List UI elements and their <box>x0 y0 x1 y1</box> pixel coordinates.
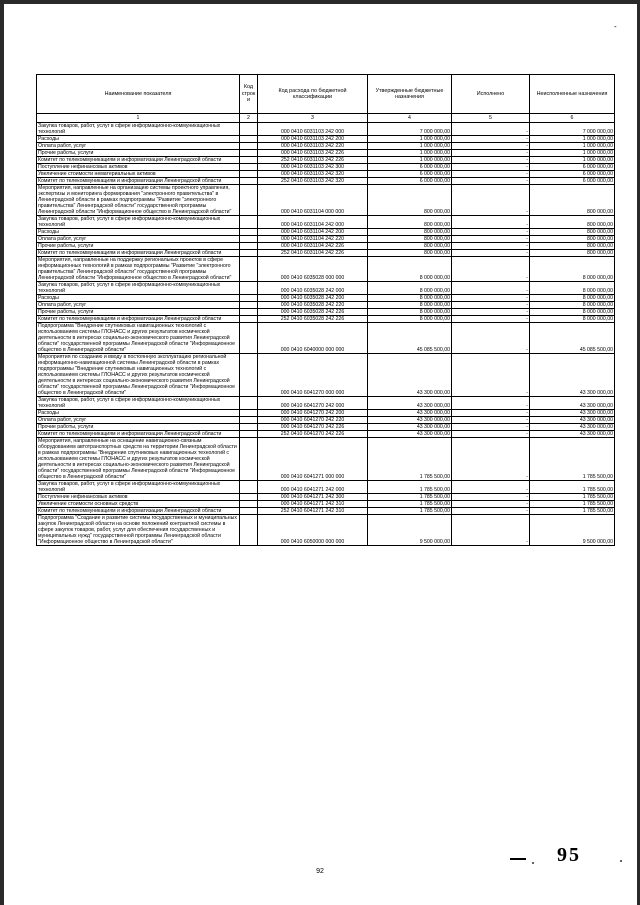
row-executed-amount: - <box>452 316 530 323</box>
row-budget-code: 252 0410 6041271 242 310 <box>258 508 368 515</box>
row-indicator-name: Закупка товаров, работ, услуг в сфере информационно-коммуникационных технологий <box>37 481 240 494</box>
row-executed-amount: - <box>452 309 530 316</box>
row-indicator-name: Комитет по телекоммуникациям и информатизации Ленинградской области <box>37 431 240 438</box>
row-indicator-name: Комитет по телекоммуникациям и информатизации Ленинградской области <box>37 157 240 164</box>
row-approved-amount: 800 000,00 <box>368 229 452 236</box>
row-approved-amount: 1 785 500,00 <box>368 481 452 494</box>
row-approved-amount: 800 000,00 <box>368 243 452 250</box>
row-line-code <box>240 236 258 243</box>
row-remaining-amount: 43 300 000,00 <box>530 424 615 431</box>
row-indicator-name: Комитет по телекоммуникациям и информатизации Ленинградской области <box>37 250 240 257</box>
row-budget-code: 000 0410 6041270 242 226 <box>258 424 368 431</box>
row-budget-code: 000 0410 6035028 242 220 <box>258 302 368 309</box>
row-remaining-amount: 1 785 500,00 <box>530 508 615 515</box>
table-row <box>37 164 615 171</box>
row-remaining-amount: 43 300 000,00 <box>530 354 615 397</box>
column-number-row <box>37 114 615 123</box>
row-indicator-name: Оплата работ, услуг <box>37 417 240 424</box>
table-row <box>37 397 615 410</box>
table-row <box>37 250 615 257</box>
row-line-code <box>240 302 258 309</box>
row-approved-amount: 800 000,00 <box>368 185 452 216</box>
table-row <box>37 508 615 515</box>
scan-speck <box>620 860 622 862</box>
row-indicator-name: Подпрограмма "Создание и развитие системы государственных и муниципальных закупок Ленинградской области на основе положений контрактной системы в сфере закупок товаров, работ, услуг для обеспечения государственных и муниципальных нужд" государственной программы Ленинградской области "Информационное общество в Ленинградской области" <box>37 515 240 546</box>
row-budget-code: 000 0410 6041270 242 000 <box>258 397 368 410</box>
row-budget-code: 000 0410 6031104 000 000 <box>258 185 368 216</box>
header-approved: Утвержденные бюджетные назначения <box>368 75 452 114</box>
row-indicator-name: Поступление нефинансовых активов <box>37 494 240 501</box>
row-executed-amount: - <box>452 171 530 178</box>
row-budget-code: 000 0410 6035028 000 000 <box>258 257 368 282</box>
row-remaining-amount: 1 785 500,00 <box>530 438 615 481</box>
row-indicator-name: Закупка товаров, работ, услуг в сфере информационно-коммуникационных технологий <box>37 216 240 229</box>
row-line-code <box>240 501 258 508</box>
row-budget-code: 252 0410 6031103 242 320 <box>258 178 368 185</box>
row-line-code <box>240 309 258 316</box>
row-executed-amount: - <box>452 508 530 515</box>
row-indicator-name: Оплата работ, услуг <box>37 302 240 309</box>
row-indicator-name: Комитет по телекоммуникациям и информатизации Ленинградской области <box>37 508 240 515</box>
table-row <box>37 282 615 295</box>
header-remaining: Неисполненные назначения <box>530 75 615 114</box>
row-approved-amount: 800 000,00 <box>368 250 452 257</box>
row-executed-amount: - <box>452 164 530 171</box>
row-line-code <box>240 136 258 143</box>
row-line-code <box>240 323 258 354</box>
row-remaining-amount: 43 300 000,00 <box>530 410 615 417</box>
table-row <box>37 136 615 143</box>
row-executed-amount: - <box>452 229 530 236</box>
table-row <box>37 410 615 417</box>
row-budget-code: 000 0410 6031103 242 300 <box>258 164 368 171</box>
table-row <box>37 243 615 250</box>
row-indicator-name: Подпрограмма "Внедрение спутниковых навигационных технологий с использованием системы ГЛОНАСС и других результатов космической деятельности в интересах социально-экономического развития Ленинградской области" государственной программы Ленинградской области "Информационное общество в Ленинградской области" <box>37 323 240 354</box>
row-executed-amount: - <box>452 185 530 216</box>
row-executed-amount: - <box>452 323 530 354</box>
row-budget-code: 000 0410 6041271 242 310 <box>258 501 368 508</box>
row-approved-amount: 1 785 500,00 <box>368 438 452 481</box>
row-remaining-amount: 1 785 500,00 <box>530 494 615 501</box>
row-budget-code: 000 0410 6031104 242 226 <box>258 243 368 250</box>
row-line-code <box>240 494 258 501</box>
row-indicator-name: Расходы <box>37 295 240 302</box>
table-row <box>37 150 615 157</box>
row-remaining-amount: 8 000 000,00 <box>530 302 615 309</box>
table-row <box>37 229 615 236</box>
row-indicator-name: Оплата работ, услуг <box>37 143 240 150</box>
row-line-code <box>240 515 258 546</box>
row-remaining-amount: 43 300 000,00 <box>530 397 615 410</box>
row-line-code <box>240 424 258 431</box>
stamp-dash <box>510 858 526 860</box>
row-approved-amount: 43 300 000,00 <box>368 431 452 438</box>
row-line-code <box>240 150 258 157</box>
row-line-code <box>240 157 258 164</box>
row-indicator-name: Закупка товаров, работ, услуг в сфере информационно-коммуникационных технологий <box>37 282 240 295</box>
row-approved-amount: 8 000 000,00 <box>368 302 452 309</box>
row-line-code <box>240 282 258 295</box>
table-row <box>37 185 615 216</box>
row-executed-amount: - <box>452 397 530 410</box>
row-budget-code: 000 0410 6035028 242 200 <box>258 295 368 302</box>
row-budget-code: 000 0410 6040000 000 000 <box>258 323 368 354</box>
row-executed-amount: - <box>452 438 530 481</box>
row-approved-amount: 1 000 000,00 <box>368 150 452 157</box>
row-budget-code: 000 0410 6031103 242 000 <box>258 123 368 136</box>
table-row <box>37 295 615 302</box>
row-budget-code: 000 0410 6031104 242 000 <box>258 216 368 229</box>
row-remaining-amount: 7 000 000,00 <box>530 123 615 136</box>
row-executed-amount: - <box>452 354 530 397</box>
row-approved-amount: 1 785 500,00 <box>368 501 452 508</box>
row-remaining-amount: 8 000 000,00 <box>530 316 615 323</box>
row-indicator-name: Расходы <box>37 410 240 417</box>
row-remaining-amount: 8 000 000,00 <box>530 257 615 282</box>
page-number: 92 <box>316 868 324 875</box>
row-approved-amount: 1 000 000,00 <box>368 157 452 164</box>
row-executed-amount: - <box>452 143 530 150</box>
row-indicator-name: Прочие работы, услуги <box>37 243 240 250</box>
row-budget-code: 000 0410 6031104 242 220 <box>258 236 368 243</box>
row-budget-code: 000 0410 6041271 000 000 <box>258 438 368 481</box>
row-indicator-name: Закупка товаров, работ, услуг в сфере информационно-коммуникационных технологий <box>37 123 240 136</box>
row-executed-amount: - <box>452 123 530 136</box>
row-indicator-name: Расходы <box>37 229 240 236</box>
table-body <box>37 123 615 546</box>
row-executed-amount: - <box>452 302 530 309</box>
row-indicator-name: Расходы <box>37 136 240 143</box>
row-line-code <box>240 164 258 171</box>
row-budget-code: 000 0410 6035028 242 000 <box>258 282 368 295</box>
row-remaining-amount: 800 000,00 <box>530 243 615 250</box>
row-budget-code: 000 0410 6041271 242 000 <box>258 481 368 494</box>
row-indicator-name: Мероприятия, направленные на поддержку региональных проектов в сфере информационных технологий в рамках подпрограммы "Развитие "электронного правительства" Ленинградской области" государственной программы Ленинградской области "Информационное общество в Ленинградской области" <box>37 257 240 282</box>
row-approved-amount: 7 000 000,00 <box>368 123 452 136</box>
scan-edge-left <box>0 0 4 905</box>
row-line-code <box>240 250 258 257</box>
row-executed-amount: - <box>452 417 530 424</box>
row-line-code <box>240 143 258 150</box>
row-approved-amount: 1 785 500,00 <box>368 508 452 515</box>
row-executed-amount: - <box>452 243 530 250</box>
row-remaining-amount: 1 785 500,00 <box>530 481 615 494</box>
table-row <box>37 157 615 164</box>
table-row <box>37 236 615 243</box>
table-row <box>37 143 615 150</box>
row-remaining-amount: 8 000 000,00 <box>530 309 615 316</box>
row-budget-code: 000 0410 6031103 242 220 <box>258 143 368 150</box>
row-executed-amount: - <box>452 257 530 282</box>
page-marker: - <box>614 22 617 31</box>
row-remaining-amount: 9 500 000,00 <box>530 515 615 546</box>
row-executed-amount: - <box>452 410 530 417</box>
row-indicator-name: Комитет по телекоммуникациям и информатизации Ленинградской области <box>37 178 240 185</box>
table-row <box>37 216 615 229</box>
table-row <box>37 431 615 438</box>
row-approved-amount: 8 000 000,00 <box>368 309 452 316</box>
table-row <box>37 501 615 508</box>
row-budget-code: 000 0410 6035028 242 226 <box>258 309 368 316</box>
row-line-code <box>240 417 258 424</box>
table-row <box>37 417 615 424</box>
row-line-code <box>240 243 258 250</box>
header-budget-code: Код расхода по бюджетной классификации <box>258 75 368 114</box>
row-remaining-amount: 45 085 500,00 <box>530 323 615 354</box>
table-row <box>37 481 615 494</box>
row-executed-amount: - <box>452 424 530 431</box>
row-budget-code: 252 0410 6041270 242 226 <box>258 431 368 438</box>
row-approved-amount: 8 000 000,00 <box>368 282 452 295</box>
table-row <box>37 257 615 282</box>
row-executed-amount: - <box>452 431 530 438</box>
column-number: 5 <box>452 114 530 123</box>
table-row <box>37 515 615 546</box>
table-row <box>37 438 615 481</box>
table-row <box>37 424 615 431</box>
row-executed-amount: - <box>452 236 530 243</box>
row-line-code <box>240 397 258 410</box>
column-number: 1 <box>37 114 240 123</box>
row-line-code <box>240 178 258 185</box>
row-budget-code: 252 0410 6031104 242 226 <box>258 250 368 257</box>
row-executed-amount: - <box>452 178 530 185</box>
row-executed-amount: - <box>452 157 530 164</box>
row-executed-amount: - <box>452 501 530 508</box>
row-executed-amount: - <box>452 216 530 229</box>
row-approved-amount: 6 000 000,00 <box>368 164 452 171</box>
row-executed-amount: - <box>452 481 530 494</box>
table-row <box>37 123 615 136</box>
row-approved-amount: 43 300 000,00 <box>368 354 452 397</box>
row-indicator-name: Прочие работы, услуги <box>37 150 240 157</box>
row-line-code <box>240 257 258 282</box>
row-line-code <box>240 508 258 515</box>
row-approved-amount: 6 000 000,00 <box>368 171 452 178</box>
row-indicator-name: Комитет по телекоммуникациям и информатизации Ленинградской области <box>37 316 240 323</box>
row-indicator-name: Поступление нефинансовых активов <box>37 164 240 171</box>
table-header-row <box>37 75 615 114</box>
row-indicator-name: Прочие работы, услуги <box>37 424 240 431</box>
column-number: 2 <box>240 114 258 123</box>
row-approved-amount: 43 300 000,00 <box>368 417 452 424</box>
row-remaining-amount: 1 000 000,00 <box>530 157 615 164</box>
row-budget-code: 000 0410 6031103 242 226 <box>258 150 368 157</box>
row-approved-amount: 800 000,00 <box>368 216 452 229</box>
row-line-code <box>240 295 258 302</box>
row-approved-amount: 43 300 000,00 <box>368 424 452 431</box>
row-remaining-amount: 8 000 000,00 <box>530 295 615 302</box>
row-line-code <box>240 431 258 438</box>
table-row <box>37 171 615 178</box>
row-line-code <box>240 123 258 136</box>
row-executed-amount: - <box>452 282 530 295</box>
row-budget-code: 000 0410 6031103 242 320 <box>258 171 368 178</box>
row-approved-amount: 8 000 000,00 <box>368 316 452 323</box>
row-executed-amount: - <box>452 150 530 157</box>
row-approved-amount: 8 000 000,00 <box>368 295 452 302</box>
scan-edge-top <box>0 0 640 4</box>
row-approved-amount: 1 000 000,00 <box>368 136 452 143</box>
table-row <box>37 178 615 185</box>
row-remaining-amount: 800 000,00 <box>530 250 615 257</box>
row-indicator-name: Мероприятия, направленные на оснащение навигационно-связным оборудованием автотранспортных средств на территории Ленинградской области в рамках подпрограммы "Внедрение спутниковых навигационных технологий с использованием системы ГЛОНАСС и других результатов космической деятельности в интересах социально-экономического развития Ленинградской области" государственной программы Ленинградской области "Информационное общество в Ленинградской области" <box>37 438 240 481</box>
row-remaining-amount: 800 000,00 <box>530 236 615 243</box>
column-number: 6 <box>530 114 615 123</box>
row-approved-amount: 9 500 000,00 <box>368 515 452 546</box>
table-row <box>37 354 615 397</box>
row-budget-code: 000 0410 6041271 242 300 <box>258 494 368 501</box>
row-approved-amount: 43 300 000,00 <box>368 410 452 417</box>
budget-execution-table <box>36 74 615 546</box>
row-remaining-amount: 6 000 000,00 <box>530 171 615 178</box>
row-line-code <box>240 438 258 481</box>
row-remaining-amount: 6 000 000,00 <box>530 164 615 171</box>
row-line-code <box>240 229 258 236</box>
row-remaining-amount: 1 000 000,00 <box>530 136 615 143</box>
table-row <box>37 494 615 501</box>
row-approved-amount: 43 300 000,00 <box>368 397 452 410</box>
row-remaining-amount: 43 300 000,00 <box>530 417 615 424</box>
row-remaining-amount: 800 000,00 <box>530 229 615 236</box>
row-budget-code: 000 0410 6041270 242 200 <box>258 410 368 417</box>
scan-speck <box>532 862 534 864</box>
row-approved-amount: 1 000 000,00 <box>368 143 452 150</box>
row-approved-amount: 45 085 500,00 <box>368 323 452 354</box>
row-remaining-amount: 43 300 000,00 <box>530 431 615 438</box>
row-executed-amount: - <box>452 250 530 257</box>
row-remaining-amount: 1 000 000,00 <box>530 143 615 150</box>
row-budget-code: 252 0410 6035028 242 226 <box>258 316 368 323</box>
row-executed-amount: - <box>452 494 530 501</box>
header-executed: Исполнено <box>452 75 530 114</box>
column-number: 3 <box>258 114 368 123</box>
row-indicator-name: Закупка товаров, работ, услуг в сфере информационно-коммуникационных технологий <box>37 397 240 410</box>
row-indicator-name: Прочие работы, услуги <box>37 309 240 316</box>
row-line-code <box>240 171 258 178</box>
row-approved-amount: 6 000 000,00 <box>368 178 452 185</box>
table-row <box>37 316 615 323</box>
row-executed-amount: - <box>452 515 530 546</box>
column-number: 4 <box>368 114 452 123</box>
row-remaining-amount: 6 000 000,00 <box>530 178 615 185</box>
row-remaining-amount: 800 000,00 <box>530 216 615 229</box>
row-remaining-amount: 1 785 500,00 <box>530 501 615 508</box>
row-line-code <box>240 185 258 216</box>
stamp-page-number: 95 <box>557 844 581 866</box>
table-row <box>37 309 615 316</box>
row-indicator-name: Мероприятия по созданию и вводу в постоянную эксплуатацию региональной информационно-навигационной системы Ленинградской области в рамках подпрограммы "Внедрение спутниковых навигационных технологий с использованием системы ГЛОНАСС и других результатов космической деятельности в интересах социально-экономического развития Ленинградской области" государственной программы Ленинградской области "Информационное общество в Ленинградской области" <box>37 354 240 397</box>
row-indicator-name: Мероприятия, направленные на организацию системы проектного управления, экспертизы и мониторинга формирования "электронного правительства" в Ленинградской области в рамках подпрограммы "Развитие "электронного правительства" Ленинградской области" государственной программы Ленинградской области "Информационное общество в Ленинградской области" <box>37 185 240 216</box>
row-approved-amount: 1 785 500,00 <box>368 494 452 501</box>
row-indicator-name: Оплата работ, услуг <box>37 236 240 243</box>
row-budget-code: 252 0410 6031103 242 226 <box>258 157 368 164</box>
row-line-code <box>240 481 258 494</box>
row-budget-code: 000 0410 6041270 000 000 <box>258 354 368 397</box>
row-line-code <box>240 410 258 417</box>
row-line-code <box>240 216 258 229</box>
row-executed-amount: - <box>452 136 530 143</box>
row-budget-code: 000 0410 6050000 000 000 <box>258 515 368 546</box>
row-remaining-amount: 800 000,00 <box>530 185 615 216</box>
row-line-code <box>240 316 258 323</box>
table-row <box>37 323 615 354</box>
header-indicator-name: Наименование показателя <box>37 75 240 114</box>
row-remaining-amount: 8 000 000,00 <box>530 282 615 295</box>
header-line-code: Код строк и <box>240 75 258 114</box>
row-approved-amount: 8 000 000,00 <box>368 257 452 282</box>
row-budget-code: 000 0410 6031103 242 200 <box>258 136 368 143</box>
row-budget-code: 000 0410 6041270 242 220 <box>258 417 368 424</box>
row-line-code <box>240 354 258 397</box>
row-remaining-amount: 1 000 000,00 <box>530 150 615 157</box>
row-indicator-name: Увеличение стоимости основных средств <box>37 501 240 508</box>
row-approved-amount: 800 000,00 <box>368 236 452 243</box>
row-indicator-name: Увеличение стоимости нематериальных активов <box>37 171 240 178</box>
row-executed-amount: - <box>452 295 530 302</box>
row-budget-code: 000 0410 6031104 242 200 <box>258 229 368 236</box>
table-row <box>37 302 615 309</box>
